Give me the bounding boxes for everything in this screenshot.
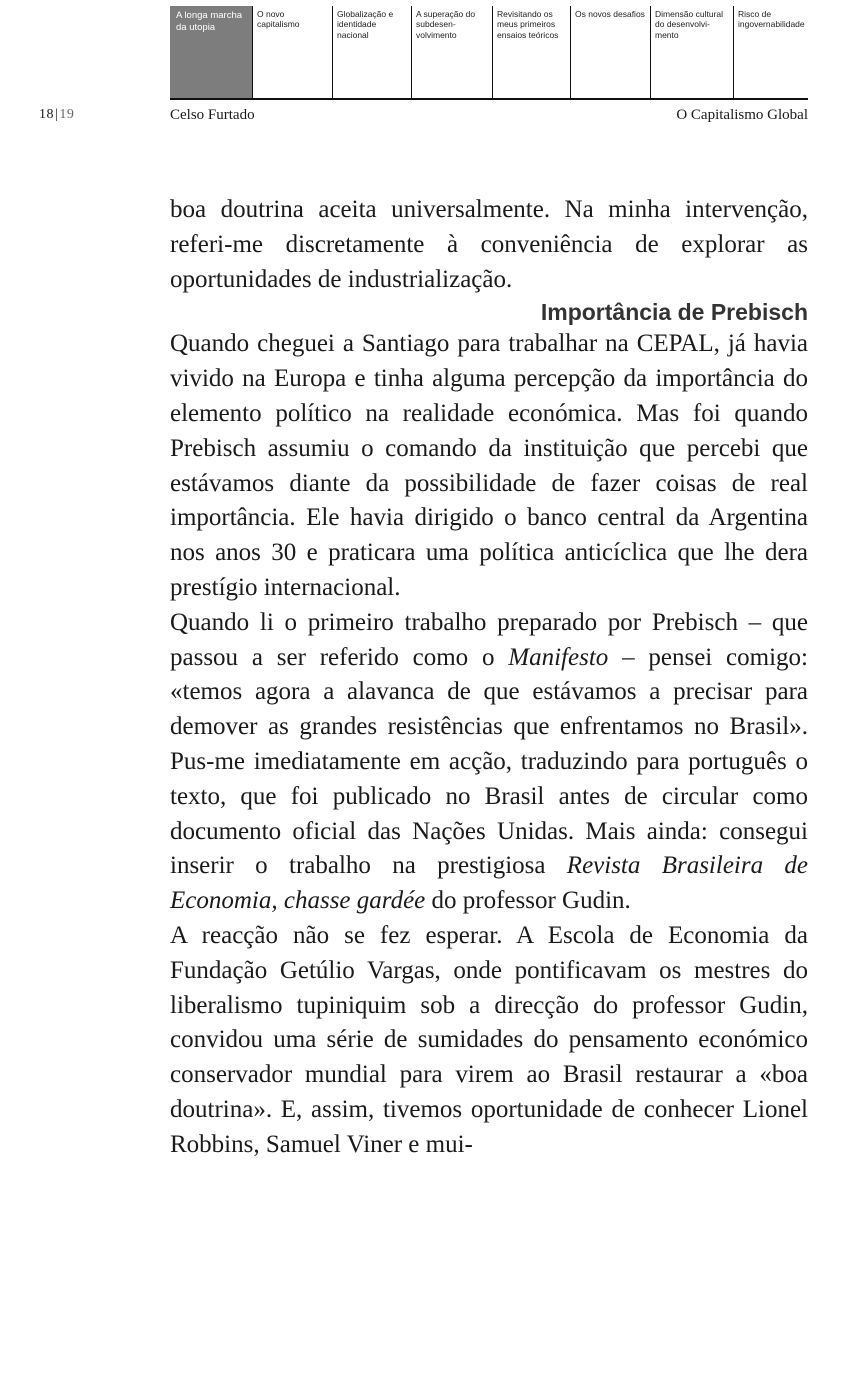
chapter-navigation-strip: [170, 6, 808, 99]
paragraph-4: A reacção não se fez esperar. A Escola de Economia da Fundação Getúlio Vargas, onde pontificavam os mestres do liberalismo tupiniquim sob a direcção do professor Gudin, convidou uma série de sumidades do pensamento económico conservador mundial para virem ao Brasil restaurar a «boa doutrina». E, assim, tivemos oportunidade de conhecer Lionel Robbins, Samuel Viner e mui-: [170, 921, 808, 1158]
section-heading: Importância de Prebisch: [540, 299, 808, 326]
running-header-author: Celso Furtado: [170, 107, 255, 123]
paragraph-3: [170, 606, 808, 919]
running-header-title: O Capitalismo Global: [676, 107, 808, 123]
paragraph-2: Quando cheguei a Santiago para trabalhar na CEPAL, já havia vivido na Europa e tinha alguma percepção da importância do elemento político na realidade económica. Mas foi quando Prebisch assumiu o comando da instituição que percebi que estávamos diante da possibilidade de fazer coisas de real importância. Ele havia dirigido o banco central da Argentina nos anos 30 e praticara uma política anticíclica que lhe dera prestígio internacional.: [170, 330, 808, 601]
revista-italic: Revista Brasileira de Economia, chasse gardée: [170, 852, 809, 915]
chapter-tab-novos-desafios: Os novos desafios: [571, 6, 651, 99]
paragraph-3-part-c: do professor Gudin.: [425, 887, 631, 915]
chapter-tab-revisitando: Revisitando os meus primeiros ensaios teóricos: [493, 6, 571, 99]
chapter-tab-o-novo-capitalismo: O novo capitalismo: [253, 6, 333, 99]
page-numbers: 18|19: [39, 107, 75, 122]
chapter-tab-globalizacao: Globalização e identidade nacional: [333, 6, 412, 99]
folio-left: 18: [39, 107, 54, 122]
chapter-tab-risco: Risco de ingovernabilidade: [738, 9, 805, 30]
paragraph-3-part-b: – pensei comigo: «temos agora a alavanca de que estávamos a precisar para demover as grandes resistências que enfrentamos no Brasil». Pus-me imediatamente em acção, traduzindo para português o texto, que foi publicado no Brasil antes de circular como documento oficial das Nações Unidas. Mais ainda: consegui inserir o trabalho na prestigiosa: [170, 643, 808, 880]
paragraph-1: boa doutrina aceita universalmente. Na minha intervenção, referi-me discretamente à conveniência de explorar as oportunidades de industrialização.: [170, 196, 808, 293]
manifesto-italic: Manifesto: [508, 643, 609, 671]
body-text: [170, 193, 808, 1163]
strip-baseline-rule: [170, 98, 808, 100]
chapter-tab-dimensao-cultural: Dimensão cultural do desenvolvimento: [651, 6, 734, 99]
chapter-tab-a-longa-marcha: A longa marcha da utopia: [170, 6, 253, 99]
paragraph-3-part-a: Quando li o primeiro trabalho preparado por Prebisch – que passou a ser referido como o: [170, 608, 808, 671]
chapter-tab-superacao: A superação do subdesenvolvimento: [412, 6, 493, 99]
folio-right: 19: [59, 107, 75, 122]
